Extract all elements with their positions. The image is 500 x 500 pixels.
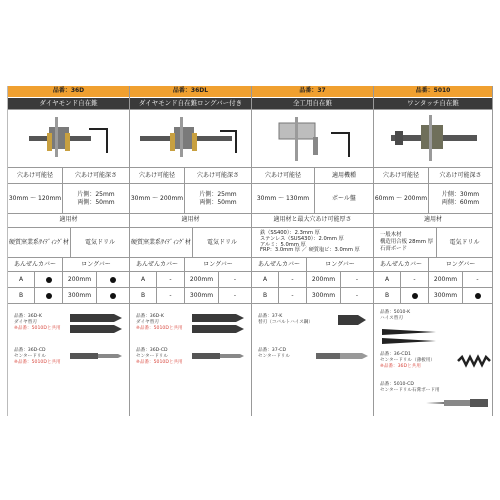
part-code: 品番：36D-CD — [14, 348, 46, 353]
part-note: ※品番：5010Dと共用 — [136, 359, 183, 365]
spec-label-row — [130, 168, 251, 184]
depth-label: 穴あけ可能深さ — [74, 171, 117, 179]
part-name: センタードリル石膏ボード用 — [380, 387, 440, 393]
material-value: 硬質窯業系ｻｲﾃﾞｨﾝｸﾞ材 — [8, 238, 69, 246]
bar-b-mark: - — [218, 288, 251, 303]
part-name: ダイヤ替刃 — [14, 319, 37, 325]
long-bar-label: ロングバー — [81, 260, 111, 268]
part-name: ダイヤ替刃 — [136, 319, 159, 325]
spec-label-row — [8, 168, 129, 184]
spec-value-row — [374, 184, 492, 214]
product-name: ダイヤモンド自在錐 — [8, 98, 129, 110]
diameter-value: 60mm 〜 200mm — [374, 194, 428, 202]
material-line: アルミ：5.0mm 厚 — [260, 241, 306, 248]
part-code: 品番：36D-K — [136, 314, 164, 319]
cover-b: B — [140, 292, 146, 299]
product-name: 全工用自在錐 — [252, 98, 373, 110]
diameter-label: 穴あけ可能径 — [138, 171, 175, 179]
long-bar-label: ロングバー — [445, 260, 476, 268]
part-note: ※品番：5010Dと共用 — [14, 359, 61, 365]
diameter-value: 30mm 〜 120mm — [8, 194, 62, 202]
column-37 — [251, 86, 373, 416]
depth-value-one-side: 片側：30mm — [441, 191, 480, 198]
diameter-value: 30mm 〜 200mm — [130, 194, 184, 202]
depth-label: 穴あけ可能深さ — [439, 171, 482, 179]
cover-b: B — [262, 292, 268, 299]
spec-value-row — [252, 184, 373, 214]
model-header: 品番：36DL — [130, 86, 251, 98]
bar-b-mark — [96, 288, 129, 303]
diameter-label: 穴あけ可能径 — [16, 171, 53, 179]
part-code: 品番：37-CD — [258, 348, 287, 353]
bar-b-mark — [462, 288, 492, 303]
model-header: 品番：5010 — [374, 86, 492, 98]
blade-image — [190, 312, 246, 336]
bar-b: 300mm — [428, 288, 462, 303]
blade-image — [336, 312, 368, 328]
part-name: センタードリル（薄板用） — [380, 357, 435, 363]
part-code: 品番：5010-K — [380, 310, 411, 315]
bar-b: 300mm — [184, 288, 218, 303]
bar-a-mark: - — [462, 272, 492, 287]
machine-value: 電気ドリル — [449, 238, 480, 246]
bar-b: 300mm — [306, 288, 340, 303]
cover-b-mark — [34, 288, 62, 303]
product-image — [8, 110, 129, 168]
cover-a: A — [140, 276, 146, 283]
cover-a-mark — [34, 272, 62, 287]
bar-a: 200mm — [62, 272, 96, 287]
material-line: 構造用合板 28mm 厚 — [380, 239, 434, 246]
part-name: センタードリル — [14, 353, 46, 359]
material-label: 適用材 — [130, 214, 251, 228]
available-mark-icon — [475, 293, 481, 299]
bar-a: 200mm — [428, 272, 462, 287]
cover-b-mark — [400, 288, 428, 303]
hole-saw-image — [263, 113, 363, 165]
parts-section — [374, 304, 492, 416]
diameter-label: 穴あけ可能径 — [382, 171, 419, 179]
material-thickness-list — [252, 228, 373, 258]
column-36dl — [129, 86, 251, 416]
model-header: 品番：36D — [8, 86, 129, 98]
center-drill-image — [314, 350, 370, 362]
option-row-b — [252, 288, 373, 304]
depth-value-both-sides: 両側：60mm — [441, 198, 480, 206]
cover-a-mark: - — [278, 272, 306, 287]
option-row-a — [374, 272, 492, 288]
center-drill-image — [456, 354, 492, 368]
cover-a-mark: - — [156, 272, 184, 287]
material-value: 硬質窯業系ｻｲﾃﾞｨﾝｸﾞ材 — [130, 238, 191, 246]
material-line: FRP：3.0mm 厚 ／ 硬質塩ビ：3.0mm 厚 — [260, 247, 360, 254]
hole-saw-image — [136, 113, 246, 165]
option-label-row — [252, 258, 373, 272]
hole-saw-image — [383, 113, 483, 165]
available-mark-icon — [110, 277, 116, 283]
cover-a: A — [18, 276, 24, 283]
available-mark-icon — [46, 277, 52, 283]
depth-label: 穴あけ可能深さ — [196, 171, 239, 179]
cover-b: B — [18, 292, 24, 299]
cover-label: あんぜんカバー — [135, 260, 178, 268]
part-code: 品番：36D-K — [14, 314, 42, 319]
product-image — [252, 110, 373, 168]
product-image — [130, 110, 251, 168]
part-code: 品番：37-K — [258, 314, 283, 319]
available-mark-icon — [412, 293, 418, 299]
hole-saw-image — [19, 113, 119, 165]
machine-value: ボール盤 — [332, 194, 356, 202]
part-note: ※品番：5010Dと共用 — [136, 325, 183, 331]
machine-label: 適用機種 — [331, 171, 356, 179]
long-bar-label: ロングバー — [203, 260, 233, 268]
cover-label: あんぜんカバー — [257, 260, 300, 268]
machine-value: 電気ドリル — [84, 238, 115, 246]
part-name: ハイス替刃 — [380, 315, 403, 321]
product-name: ワンタッチ自在錐 — [374, 98, 492, 110]
available-mark-icon — [110, 293, 116, 299]
depth-value-one-side: 片側：25mm — [199, 191, 237, 198]
bar-a-mark: - — [340, 272, 373, 287]
part-name: 替刃（コバルトハイス鋼） — [258, 319, 313, 325]
cover-b: B — [384, 292, 390, 299]
cover-b-mark: - — [156, 288, 184, 303]
material-row — [130, 228, 251, 258]
bar-a-mark — [96, 272, 129, 287]
blade-image — [380, 326, 440, 348]
cover-a: A — [384, 276, 390, 283]
product-image — [374, 110, 492, 168]
material-row — [8, 228, 129, 258]
option-label-row — [8, 258, 129, 272]
material-line: 石膏ボード — [380, 245, 407, 252]
option-label-row — [130, 258, 251, 272]
part-code: 品番：5010-CD — [380, 382, 414, 387]
available-mark-icon — [46, 293, 52, 299]
column-5010 — [373, 86, 493, 416]
center-drill-image — [68, 350, 124, 362]
parts-section — [8, 304, 129, 416]
product-name: ダイヤモンド自在錐ロングバー付き — [130, 98, 251, 110]
option-row-b — [130, 288, 251, 304]
option-row-a — [252, 272, 373, 288]
comparison-grid — [7, 86, 493, 416]
cover-b-mark: - — [278, 288, 306, 303]
material-line: 一般木材 — [380, 232, 402, 239]
diameter-label: 穴あけ可能径 — [264, 171, 301, 179]
column-36d — [7, 86, 129, 416]
part-name: センタードリル — [136, 353, 168, 359]
part-code: 品番：36D-CD — [136, 348, 168, 353]
bar-a: 200mm — [184, 272, 218, 287]
diameter-value: 30mm 〜 130mm — [256, 194, 310, 202]
option-row-a — [8, 272, 129, 288]
option-row-b — [374, 288, 492, 304]
depth-value-both-sides: 両側：50mm — [77, 198, 115, 206]
material-label: 適用材 — [8, 214, 129, 228]
cover-a-mark: - — [400, 272, 428, 287]
material-label: 適用材 — [374, 214, 492, 228]
material-row — [374, 228, 492, 258]
parts-section — [252, 304, 373, 416]
cover-label: あんぜんカバー — [379, 260, 422, 268]
spec-label-row — [374, 168, 492, 184]
spec-value-row — [130, 184, 251, 214]
bar-a: 200mm — [306, 272, 340, 287]
depth-value-both-sides: 両側：50mm — [199, 198, 237, 206]
part-note: ※品番：36Dと共用 — [380, 363, 421, 369]
part-note: ※品番：5010Dと共用 — [14, 325, 61, 331]
center-drill-image — [190, 350, 246, 362]
part-name: センタードリル — [258, 353, 290, 359]
long-bar-label: ロングバー — [325, 260, 355, 268]
option-row-a — [130, 272, 251, 288]
center-drill-image — [424, 396, 490, 410]
blade-image — [68, 312, 124, 336]
depth-value-one-side: 片側：25mm — [77, 191, 115, 198]
bar-a-mark: - — [218, 272, 251, 287]
model-header: 品番：37 — [252, 86, 373, 98]
cover-label: あんぜんカバー — [13, 260, 56, 268]
material-label: 適用材と最大穴あけ可能厚さ — [252, 214, 373, 228]
parts-section — [130, 304, 251, 416]
option-row-b — [8, 288, 129, 304]
bar-b-mark: - — [340, 288, 373, 303]
part-code: 品番：36-CD1 — [380, 352, 411, 357]
spec-label-row — [252, 168, 373, 184]
cover-a: A — [262, 276, 268, 283]
bar-b: 300mm — [62, 288, 96, 303]
spec-value-row — [8, 184, 129, 214]
option-label-row — [374, 258, 492, 272]
machine-value: 電気ドリル — [206, 238, 237, 246]
material-line: 鉄（SS400）：2.3mm 厚 — [260, 229, 320, 236]
material-line: ステンレス（SUS430）：2.0mm 厚 — [260, 235, 344, 242]
